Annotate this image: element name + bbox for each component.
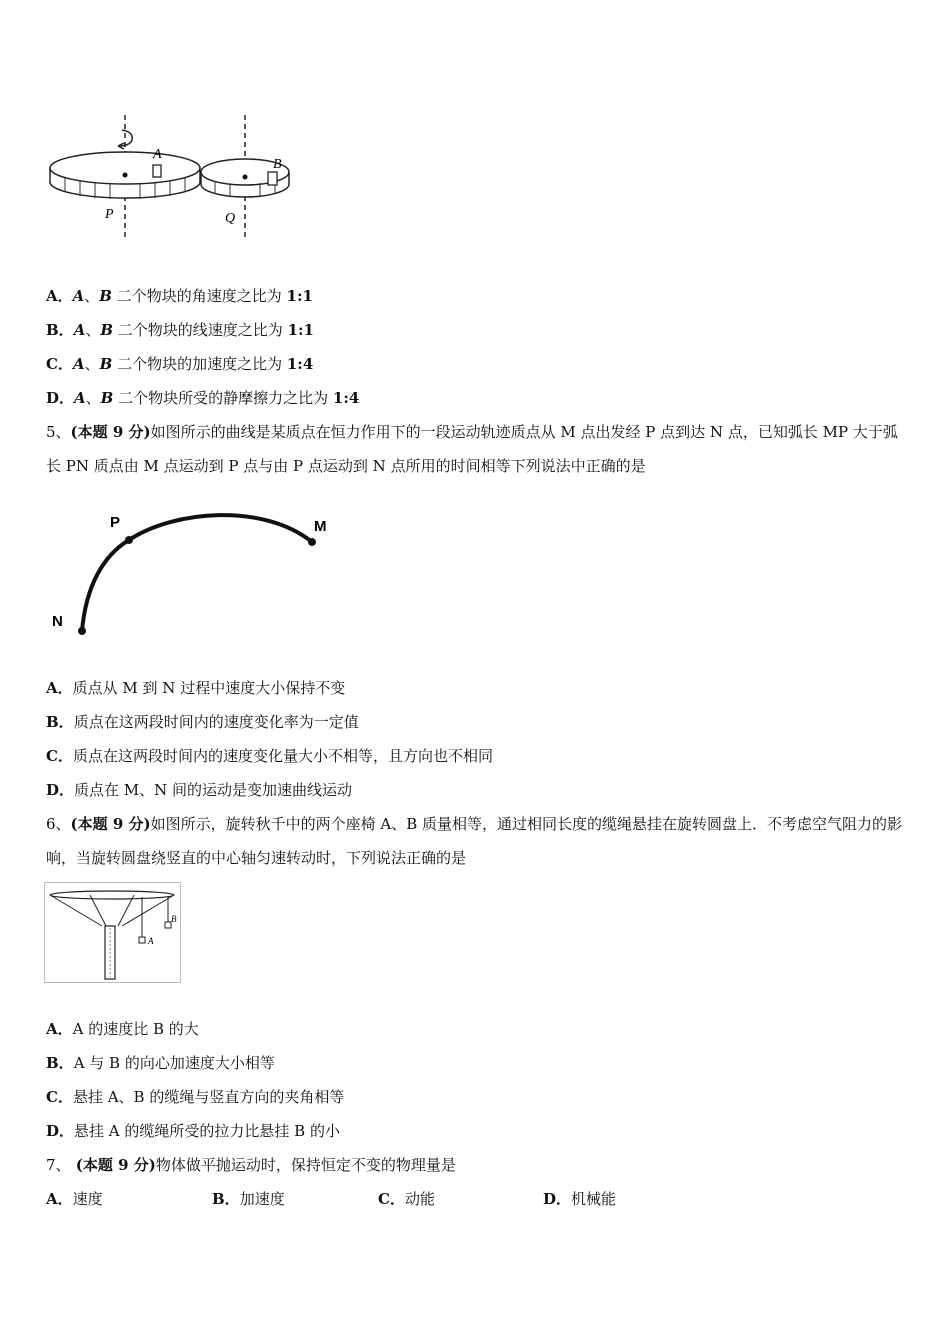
q5-stem: 5、(本题 9 分)如图所示的曲线是某质点在恒力作用下的一段运动轨迹质点从 M 点出发经 P 点到达 N 点，已知弧长 MP 大于弧长 PN 质点由 M 点运动到 P 点与由 P 点运动到 N 点所用的时间相等下列说法中正确的是 <box>46 423 898 475</box>
q6-option-c[interactable]: C．悬挂 A、B 的缆绳与竖直方向的夹角相等 <box>46 1088 345 1106</box>
disc-p-top <box>50 152 200 184</box>
label-q: Q <box>225 211 236 226</box>
q6-stem: 6、(本题 9 分)如图所示，旋转秋千中的两个座椅 A、B 质量相等，通过相同长度的缆绳悬挂在旋转圆盘上．不考虑空气阻力的影响，当旋转圆盘绕竖直的中心轴匀速转动时，下列说法正确的是 <box>46 815 903 867</box>
q4-option-a[interactable]: A．A、B 二个物块的角速度之比为 1:1 <box>46 287 313 305</box>
label-p: P <box>105 207 114 222</box>
trajectory-curve <box>82 515 312 631</box>
label-n: N <box>52 613 63 630</box>
q5-option-a[interactable]: A．质点从 M 到 N 过程中速度大小保持不变 <box>46 679 346 697</box>
q5-option-d[interactable]: D．质点在 M、N 间的运动是变加速曲线运动 <box>46 781 353 799</box>
swing-disc <box>50 891 174 899</box>
block-a <box>153 165 161 177</box>
q7-option-a[interactable]: A．速度 <box>46 1190 103 1208</box>
q7-option-b[interactable]: B．加速度 <box>212 1190 285 1208</box>
q6-option-a[interactable]: A．A 的速度比 B 的大 <box>46 1020 199 1038</box>
q5-option-c[interactable]: C．质点在这两段时间内的速度变化量大小不相等，且方向也不相同 <box>46 747 493 765</box>
seat-a <box>139 937 145 943</box>
point-p <box>125 536 133 544</box>
point-n <box>78 627 86 635</box>
label-b: B <box>171 914 177 924</box>
q4-disc-figure <box>40 110 310 240</box>
q5-trajectory-figure <box>44 505 344 640</box>
q4-option-b[interactable]: B．A、B 二个物块的线速度之比为 1:1 <box>46 321 314 339</box>
label-m: M <box>314 518 327 535</box>
label-a: A <box>153 147 162 162</box>
point-m <box>308 538 316 546</box>
q5-option-b[interactable]: B．质点在这两段时间内的速度变化率为一定值 <box>46 713 359 731</box>
q4-option-d[interactable]: D．A、B 二个物块所受的静摩擦力之比为 1:4 <box>46 389 360 407</box>
q4-option-c[interactable]: C．A、B 二个物块的加速度之比为 1:4 <box>46 355 314 373</box>
label-a: A <box>148 936 154 946</box>
q7-stem: 7、 (本题 9 分)物体做平抛运动时，保持恒定不变的物理量是 <box>46 1156 456 1174</box>
q6-swing-figure <box>44 882 182 984</box>
q7-options-row <box>46 1186 846 1210</box>
q7-option-c[interactable]: C．动能 <box>378 1190 435 1208</box>
q6-option-d[interactable]: D．悬挂 A 的缆绳所受的拉力比悬挂 B 的小 <box>46 1122 340 1140</box>
q6-option-b[interactable]: B．A 与 B 的向心加速度大小相等 <box>46 1054 275 1072</box>
label-b: B <box>273 157 282 172</box>
label-p: P <box>110 514 121 531</box>
q7-option-d[interactable]: D．机械能 <box>543 1190 617 1208</box>
block-b <box>268 172 277 185</box>
